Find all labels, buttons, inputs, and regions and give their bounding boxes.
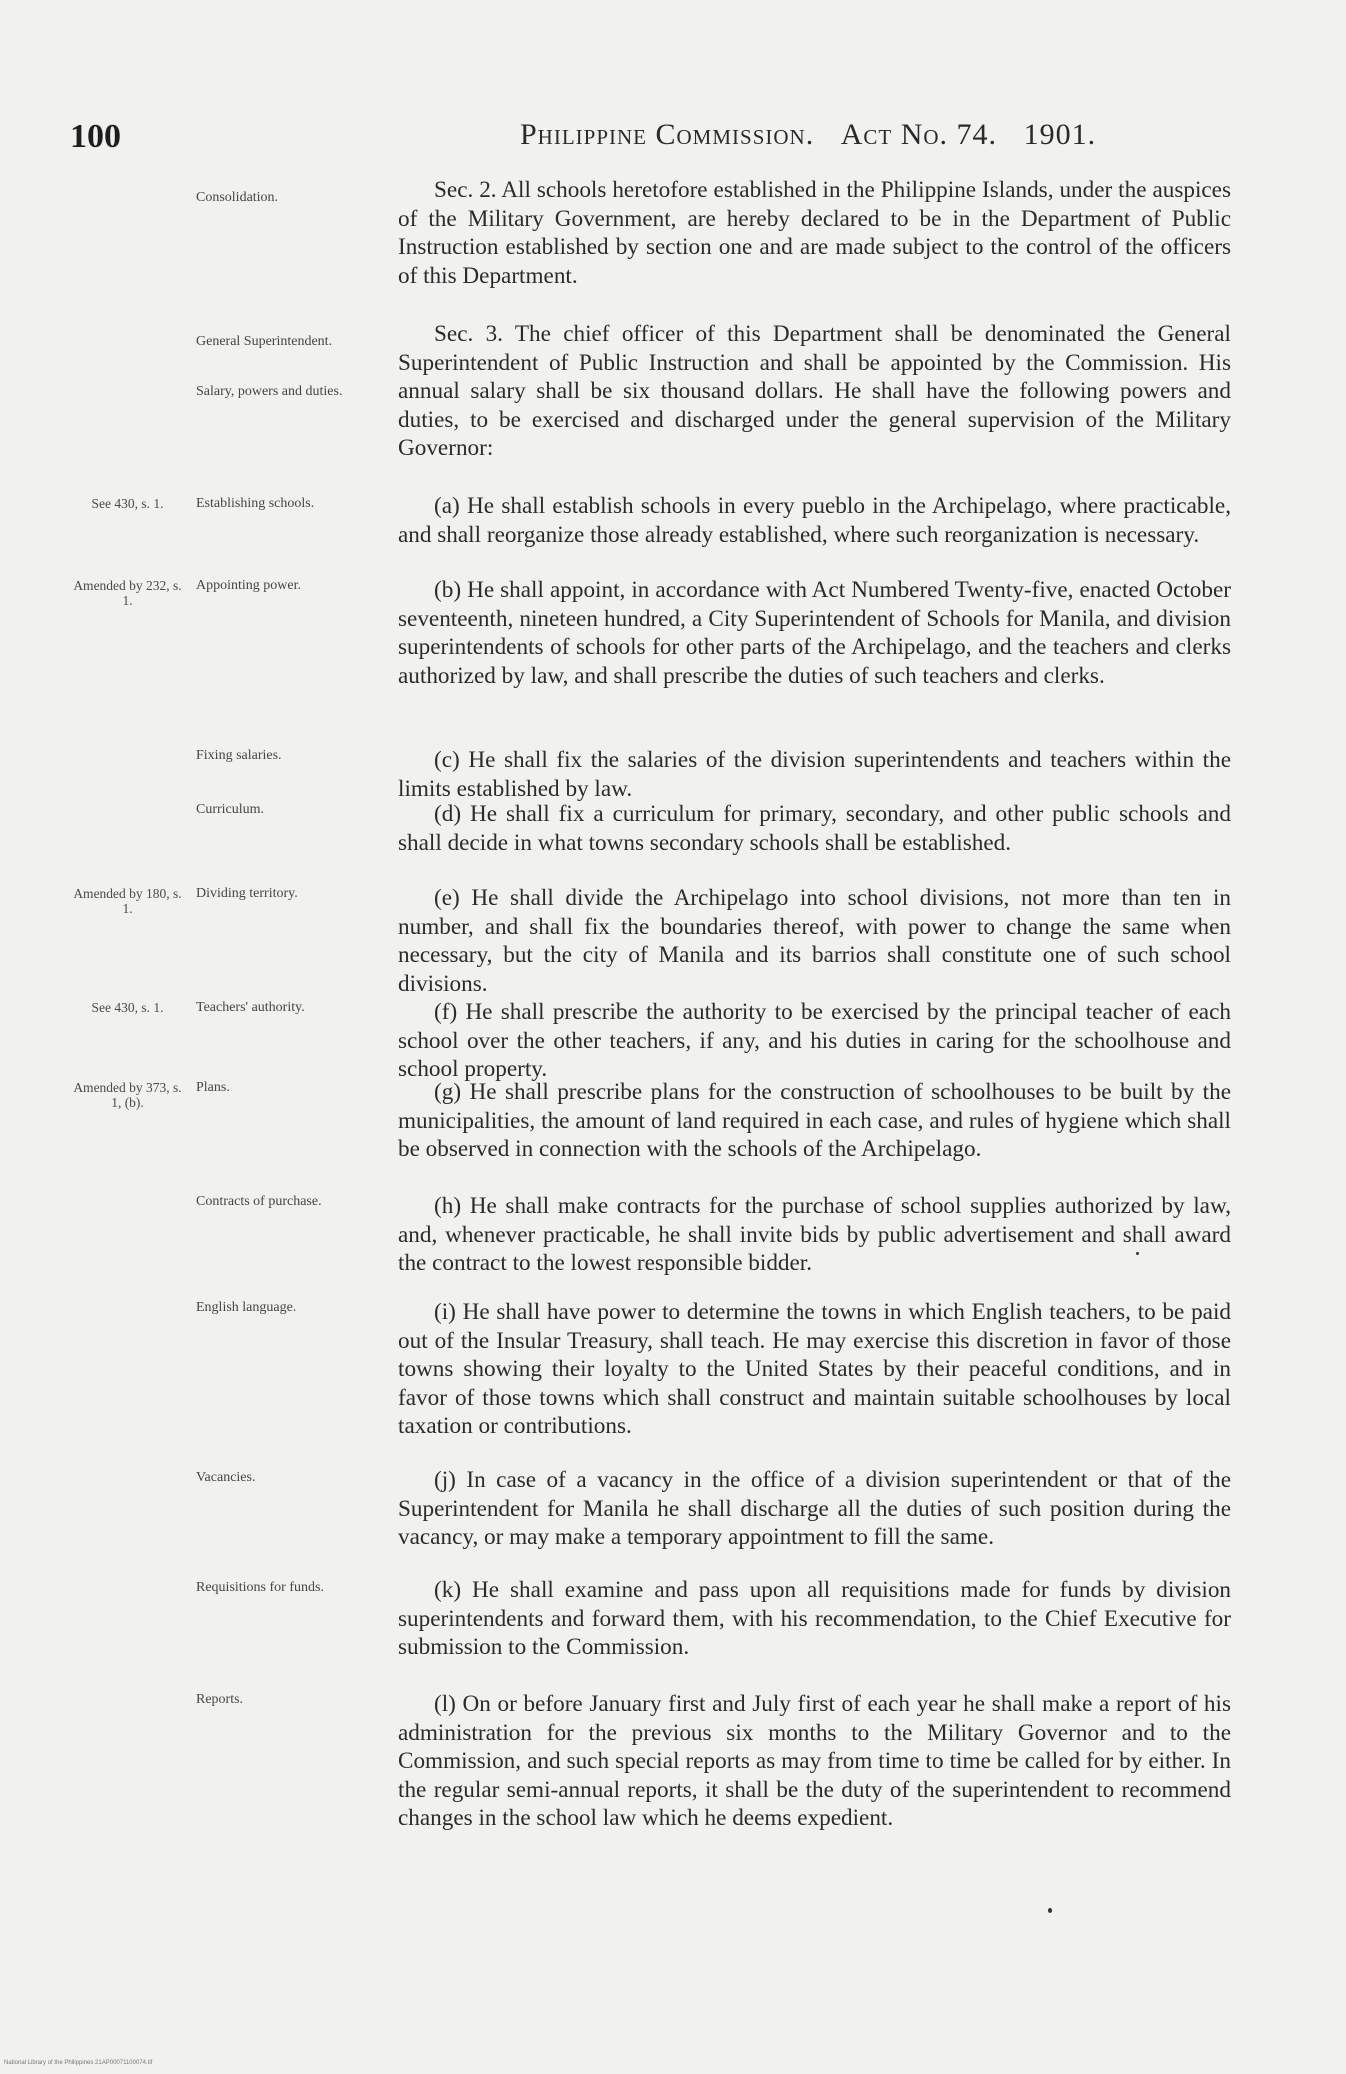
- margin-note-salary-powers-duties: Salary, powers and duties.: [196, 384, 343, 399]
- margin-note-appointing-power: Appointing power.: [196, 578, 301, 593]
- ink-speck: [1136, 1252, 1139, 1255]
- margin-note-establishing-schools: Establishing schools.: [196, 496, 315, 511]
- margin-note-general-superintendent: General Superintendent.: [196, 334, 333, 349]
- margin-note-dividing-territory: Dividing territory.: [196, 886, 298, 901]
- page-number: 100: [70, 118, 121, 155]
- margin-note-plans: Plans.: [196, 1080, 230, 1095]
- clause-e-paragraph: (e) He shall divide the Archipelago into school divisions, not more than ten in number, and shall fix the boundaries thereof, with power to change the same when necessary, but the city of Manila and its barrios shall constitute one of such school divisions.: [398, 885, 1231, 997]
- clause-j-paragraph: (j) In case of a vacancy in the office of a division superintendent or that of the Superintendent for Manila he shall discharge all the duties of such position during the vacancy, or may make a temporary appointment to fill the same.: [398, 1467, 1231, 1551]
- margin-ref: Amended by 232, s. 1.: [73, 578, 182, 608]
- margin-ref: See 430, s. 1.: [91, 1000, 164, 1015]
- margin-note-vacancies: Vacancies.: [196, 1470, 256, 1485]
- clause-c-paragraph: (c) He shall fix the salaries of the division superintendents and teachers within the limits established by law.: [398, 747, 1231, 802]
- clause-d-paragraph: (d) He shall fix a curriculum for primary, secondary, and other public schools and shall decide in what towns secondary schools shall be established.: [398, 801, 1231, 856]
- margin-note-fixing-salaries: Fixing salaries.: [196, 748, 282, 763]
- section-3-paragraph: Sec. 3. The chief officer of this Department shall be denominated the General Superintendent of Public Instruction and shall be appointed by the Commission. His annual salary shall be six thousand dollars. He shall have the following powers and duties, to be exercised and discharged under the general supervision of the Military Governor:: [398, 321, 1231, 462]
- running-head-commission: Philippine Commission.: [520, 118, 815, 151]
- margin-ref: See 430, s. 1.: [91, 496, 164, 511]
- clause-f-paragraph: (f) He shall prescribe the authority to be exercised by the principal teacher of each school over the other teachers, if any, and his duties in caring for the schoolhouse and school property.: [398, 999, 1231, 1083]
- scan-credit: National Library of the Philippines 21AP00071100074.tif: [4, 2060, 153, 2066]
- clause-g-paragraph: (g) He shall prescribe plans for the construction of schoolhouses to be built by the municipalities, the amount of land required in each case, and rules of hygiene which shall be observed in connection with the schools of the Archipelago.: [398, 1079, 1231, 1163]
- running-head-year: 1901.: [1023, 118, 1097, 151]
- clause-h-paragraph: (h) He shall make contracts for the purchase of school supplies authorized by law, and, whenever practicable, he shall invite bids by public advertisement and shall award the contract to the lowest responsible bidder.: [398, 1193, 1231, 1277]
- margin-note-consolidation: Consolidation.: [196, 190, 279, 205]
- clause-b-paragraph: (b) He shall appoint, in accordance with Act Numbered Twenty-five, enacted October seventeenth, nineteen hundred, a City Superintendent of Schools for Manila, and division superintendents of schools for other parts of the Archipelago, and the teachers and clerks authorized by law, and shall prescribe the duties of such teachers and clerks.: [398, 577, 1231, 689]
- margin-note-reports: Reports.: [196, 1692, 244, 1707]
- margin-note-contracts-of-purchase: Contracts of purchase.: [196, 1194, 322, 1209]
- running-head: [520, 118, 1114, 152]
- margin-note-teachers-authority: Teachers' authority.: [196, 1000, 305, 1015]
- margin-note-english-language: English language.: [196, 1300, 297, 1315]
- margin-note-curriculum: Curriculum.: [196, 802, 265, 817]
- margin-ref: Amended by 180, s. 1.: [73, 886, 182, 916]
- clause-k-paragraph: (k) He shall examine and pass upon all requisitions made for funds by division superintendents and forward them, with his recommendation, to the Chief Executive for submission to the Commission.: [398, 1577, 1231, 1661]
- section-2-paragraph: Sec. 2. All schools heretofore established in the Philippine Islands, under the auspices of the Military Government, are hereby declared to be in the Department of Public Instruction established by section one and are made subject to the control of the officers of this Department.: [398, 177, 1231, 289]
- clause-a-paragraph: (a) He shall establish schools in every pueblo in the Archipelago, where practicable, and shall reorganize those already established, where such reorganization is necessary.: [398, 493, 1231, 548]
- margin-ref: Amended by 373, s. 1, (b).: [73, 1080, 182, 1110]
- running-head-act: Act No. 74.: [840, 118, 998, 151]
- clause-l-paragraph: (l) On or before January first and July first of each year he shall make a report of his administration for the previous six months to the Military Governor and to the Commission, and such special reports as may from time to time be called for by either. In the regular semi-annual reports, it shall be the duty of the superintendent to recommend changes in the school law which he deems expedient.: [398, 1691, 1231, 1832]
- margin-note-requisitions-for-funds: Requisitions for funds.: [196, 1580, 324, 1595]
- ink-speck: [1048, 1908, 1052, 1913]
- clause-i-paragraph: (i) He shall have power to determine the towns in which English teachers, to be paid out of the Insular Treasury, shall teach. He may exercise this discretion in favor of those towns showing their loyalty to the United States by their peaceful conditions, and in favor of those towns which shall construct and maintain suitable schoolhouses by local taxation or contributions.: [398, 1299, 1231, 1440]
